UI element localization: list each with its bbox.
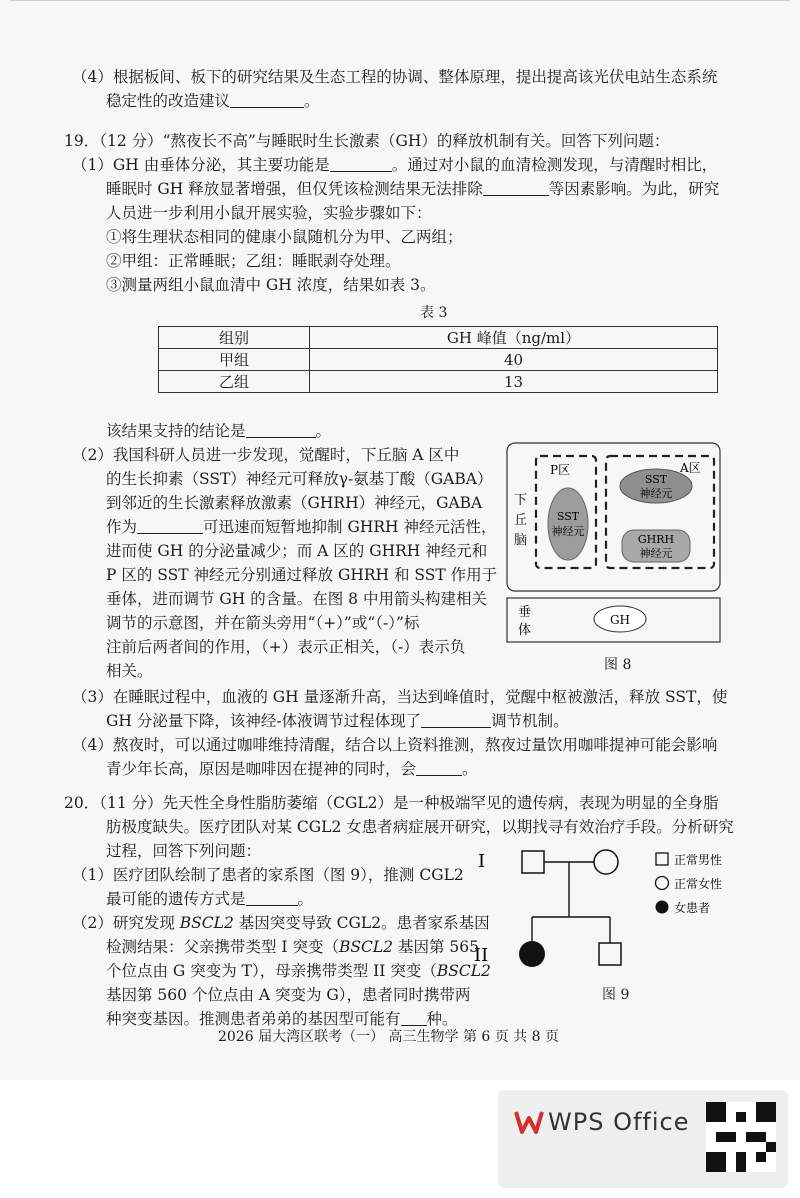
q20-title-line3: 过程，回答下列问题： <box>106 842 262 860</box>
table3-caption: 表 3 <box>420 305 448 321</box>
q20-p2-text-g: 种。 <box>426 1010 458 1028</box>
q18-part4-line1: （4）根据板间、板下的研究结果及生态工程的协调、整体原理，提出提高该光伏电站生态系统 <box>72 68 718 86</box>
pituitary-label-1: 垂 <box>518 605 532 620</box>
q19-p2-line4 <box>106 516 496 538</box>
q18-part4-text: 稳定性的改造建议 <box>106 92 231 110</box>
answer-blank[interactable] <box>330 155 392 172</box>
q19-p2-line2: 的生长抑素（SST）神经元可释放γ-氨基丁酸（GABA） <box>106 470 493 488</box>
table-cell: 13 <box>310 371 718 393</box>
legend-female-label: 正常女性 <box>674 877 723 891</box>
q19-p2-line9: 注前后两者间的作用，（+）表示正相关，（-）表示负 <box>106 638 466 656</box>
legend-male-icon <box>656 853 668 865</box>
answer-blank[interactable] <box>137 517 203 534</box>
affected-female-symbol <box>519 941 545 967</box>
table-cell: 40 <box>310 349 718 371</box>
wps-brand-text: WPS Office <box>548 1108 690 1136</box>
sst-a-label-2: 神经元 <box>639 487 673 500</box>
generation-2-label: II <box>474 945 489 966</box>
table-header-cell: 组别 <box>159 327 310 349</box>
q19-step2: ②甲组：正常睡眠；乙组：睡眠剥夺处理。 <box>106 252 401 270</box>
q19-p1-text-a: （1）GH 由垂体分泌，其主要功能是 <box>72 156 330 174</box>
q19-p4-text-a: 青少年长高，原因是咖啡因在提神的同时，会 <box>106 760 417 778</box>
q19-title: 19．（12 分）“熬夜长不高”与睡眠时生长激素（GH）的释放机制有关。回答下列问题： <box>64 132 670 150</box>
answer-blank[interactable] <box>230 91 304 108</box>
table-header-row <box>159 327 718 349</box>
q19-p2-line5: 进而使 GH 的分泌量减少；而 A 区的 GHRH 神经元和 <box>106 542 488 560</box>
gene-name: BSCL2 <box>179 914 234 932</box>
q20-title-line2: 肪极度缺失。医疗团队对某 CGL2 女患者病症展开研究，以期找寻有效治疗手段。分析研究 <box>106 818 734 836</box>
p-zone-label: P区 <box>550 463 571 477</box>
ghrh-label-1: GHRH <box>637 533 675 546</box>
q20-p1-line2 <box>106 888 313 910</box>
q19-p1-line3: 人员进一步利用小鼠开展实验，实验步骤如下： <box>106 204 432 222</box>
legend-affected-label: 女患者 <box>674 901 711 915</box>
q20-p1-text-a: 最可能的遗传方式是 <box>106 890 246 908</box>
gene-name: BSCL2 <box>436 962 491 980</box>
answer-blank[interactable] <box>246 889 298 906</box>
q19-p1-text-d: 等因素影响。为此，研究 <box>548 180 720 198</box>
answer-blank[interactable] <box>401 1009 427 1026</box>
q19-p3-text-a: GH 分泌量下降，该神经-体液调节过程体现了 <box>106 712 422 730</box>
generation-1-label: I <box>478 851 486 872</box>
q20-p2-text-b: 基因突变导致 CGL2。患者家系基因 <box>233 914 490 932</box>
q19-p3-line2 <box>106 710 569 732</box>
q19-p2-text-b: 可迅速而短暂地抑制 GHRH 神经元活性， <box>203 518 497 536</box>
q19-p1-line2 <box>106 178 719 200</box>
q19-p2-line10: 相关。 <box>106 662 153 680</box>
father-symbol <box>522 851 544 873</box>
legend-female-icon <box>656 877 669 890</box>
legend-male-label: 正常男性 <box>674 853 723 867</box>
q20-p2-text-c: 检测结果：父亲携带类型 I 突变（ <box>106 938 339 956</box>
hypothalamus-label-2: 丘 <box>514 513 528 528</box>
gene-name: BSCL2 <box>338 938 394 956</box>
sst-a-label-1: SST <box>644 473 668 486</box>
q20-p2-line3 <box>106 960 491 982</box>
ghrh-label-2: 神经元 <box>639 547 673 560</box>
hypothalamus-label-3: 脑 <box>514 533 528 548</box>
q20-p1-text-b: 。 <box>297 890 314 908</box>
answer-blank[interactable] <box>416 759 462 776</box>
answer-blank[interactable] <box>421 711 491 728</box>
page-footer: 2026 届大湾区联考（一） 高三生物学 第 6 页 共 8 页 <box>218 1029 560 1045</box>
table-header-cell: GH 峰值（ng/ml） <box>310 327 718 349</box>
q19-p2-text-a: 作为 <box>106 518 138 536</box>
a-zone-label: A区 <box>680 461 701 475</box>
q18-part4-line2 <box>106 90 320 112</box>
answer-blank[interactable] <box>246 421 316 438</box>
q19-p2-line1: （2）我国科研人员进一步发现，觉醒时，下丘脑 A 区中 <box>72 446 460 464</box>
figure-8-caption: 图 8 <box>604 657 632 673</box>
answer-blank[interactable] <box>483 179 549 196</box>
q20-p1-line1: （1）医疗团队绘制了患者的家系图（图 9），推测 CGL2 <box>72 866 464 884</box>
q19-p2-line3: 到邻近的生长激素释放激素（GHRH）神经元，GABA <box>106 494 483 512</box>
q19-p1-text-c: 睡眠时 GH 释放显著增强，但仅凭该检测结果无法排除 <box>106 180 483 198</box>
q19-p4-line1: （4）熬夜时，可以通过咖啡维持清醒，结合以上资料推测，熬夜过量饮用咖啡提神可能会影响 <box>72 736 718 754</box>
q18-part4-end: 。 <box>304 92 320 110</box>
figure-8-diagram <box>506 442 721 654</box>
q19-p2-line6: P 区的 SST 神经元分别通过释放 GHRH 和 SST 作用于 <box>106 566 498 584</box>
figure-9-caption: 图 9 <box>602 987 630 1003</box>
pituitary-label-2: 体 <box>518 623 532 638</box>
q19-p2-line8: 调节的示意图，并在箭头旁用“（+）”或“（-）”标 <box>106 614 420 632</box>
scan-edge-line <box>10 0 790 1</box>
q19-p2-line7: 垂体，进而调节 GH 的含量。在图 8 中用箭头构建相关 <box>106 590 487 608</box>
table-row <box>159 349 718 371</box>
q20-p2-text-a: （2）研究发现 <box>72 914 180 932</box>
table-cell: 乙组 <box>159 371 310 393</box>
hypothalamus-label-1: 下 <box>514 493 528 508</box>
figure-9-pedigree <box>474 845 738 1005</box>
q20-title-line1: 20．（11 分）先天性全身性脂肪萎缩（CGL2）是一种极端罕见的遗传病，表现为明显的全身脂 <box>64 794 719 812</box>
gh-label: GH <box>609 613 631 627</box>
q19-p1-text-b: 。通过对小鼠的血清检测发现，与清醒时相比， <box>391 156 718 174</box>
sst-p-label-2: 神经元 <box>551 525 585 538</box>
q19-p3-line1: （3）在睡眠过程中，血液的 GH 量逐渐升高，当达到峰值时，觉醒中枢被激活，释放 SST，使 <box>72 688 728 706</box>
sst-p-label-1: SST <box>556 510 580 523</box>
q19-step3: ③测量两组小鼠血清中 GH 浓度，结果如表 3。 <box>106 276 436 294</box>
q20-p2-text-e: 个位点由 G 突变为 T），母亲携带类型 II 突变（ <box>106 962 437 980</box>
table-cell: 甲组 <box>159 349 310 371</box>
table-row <box>159 371 718 393</box>
brother-symbol <box>599 943 621 965</box>
sst-neuron-p <box>548 488 588 560</box>
mother-symbol <box>594 850 618 874</box>
q19-conclusion-text: 该结果支持的结论是 <box>106 422 246 440</box>
qr-code-icon <box>706 1102 776 1172</box>
q20-p2-text-f: 种突变基因。推测患者弟弟的基因型可能有 <box>106 1010 401 1028</box>
q20-p2-line2 <box>106 936 479 958</box>
q20-p2-text-d: 基因第 565 <box>393 938 479 956</box>
q19-conclusion-end: 。 <box>315 422 332 440</box>
q19-p1-line1 <box>72 154 717 176</box>
q19-conclusion <box>106 420 331 442</box>
q19-p4-text-b: 。 <box>462 760 478 778</box>
q20-p2-line4: 基因第 560 个位点由 A 突变为 G），患者同时携带两 <box>106 986 471 1004</box>
q19-step1: ①将生理状态相同的健康小鼠随机分为甲、乙两组； <box>106 228 463 246</box>
legend-affected-female-icon <box>656 901 669 914</box>
table3 <box>158 326 718 393</box>
q20-p2-line1 <box>72 912 490 934</box>
wps-logo-icon <box>514 1110 544 1134</box>
q19-p4-line2 <box>106 758 478 780</box>
q19-p3-text-b: 调节机制。 <box>491 712 569 730</box>
